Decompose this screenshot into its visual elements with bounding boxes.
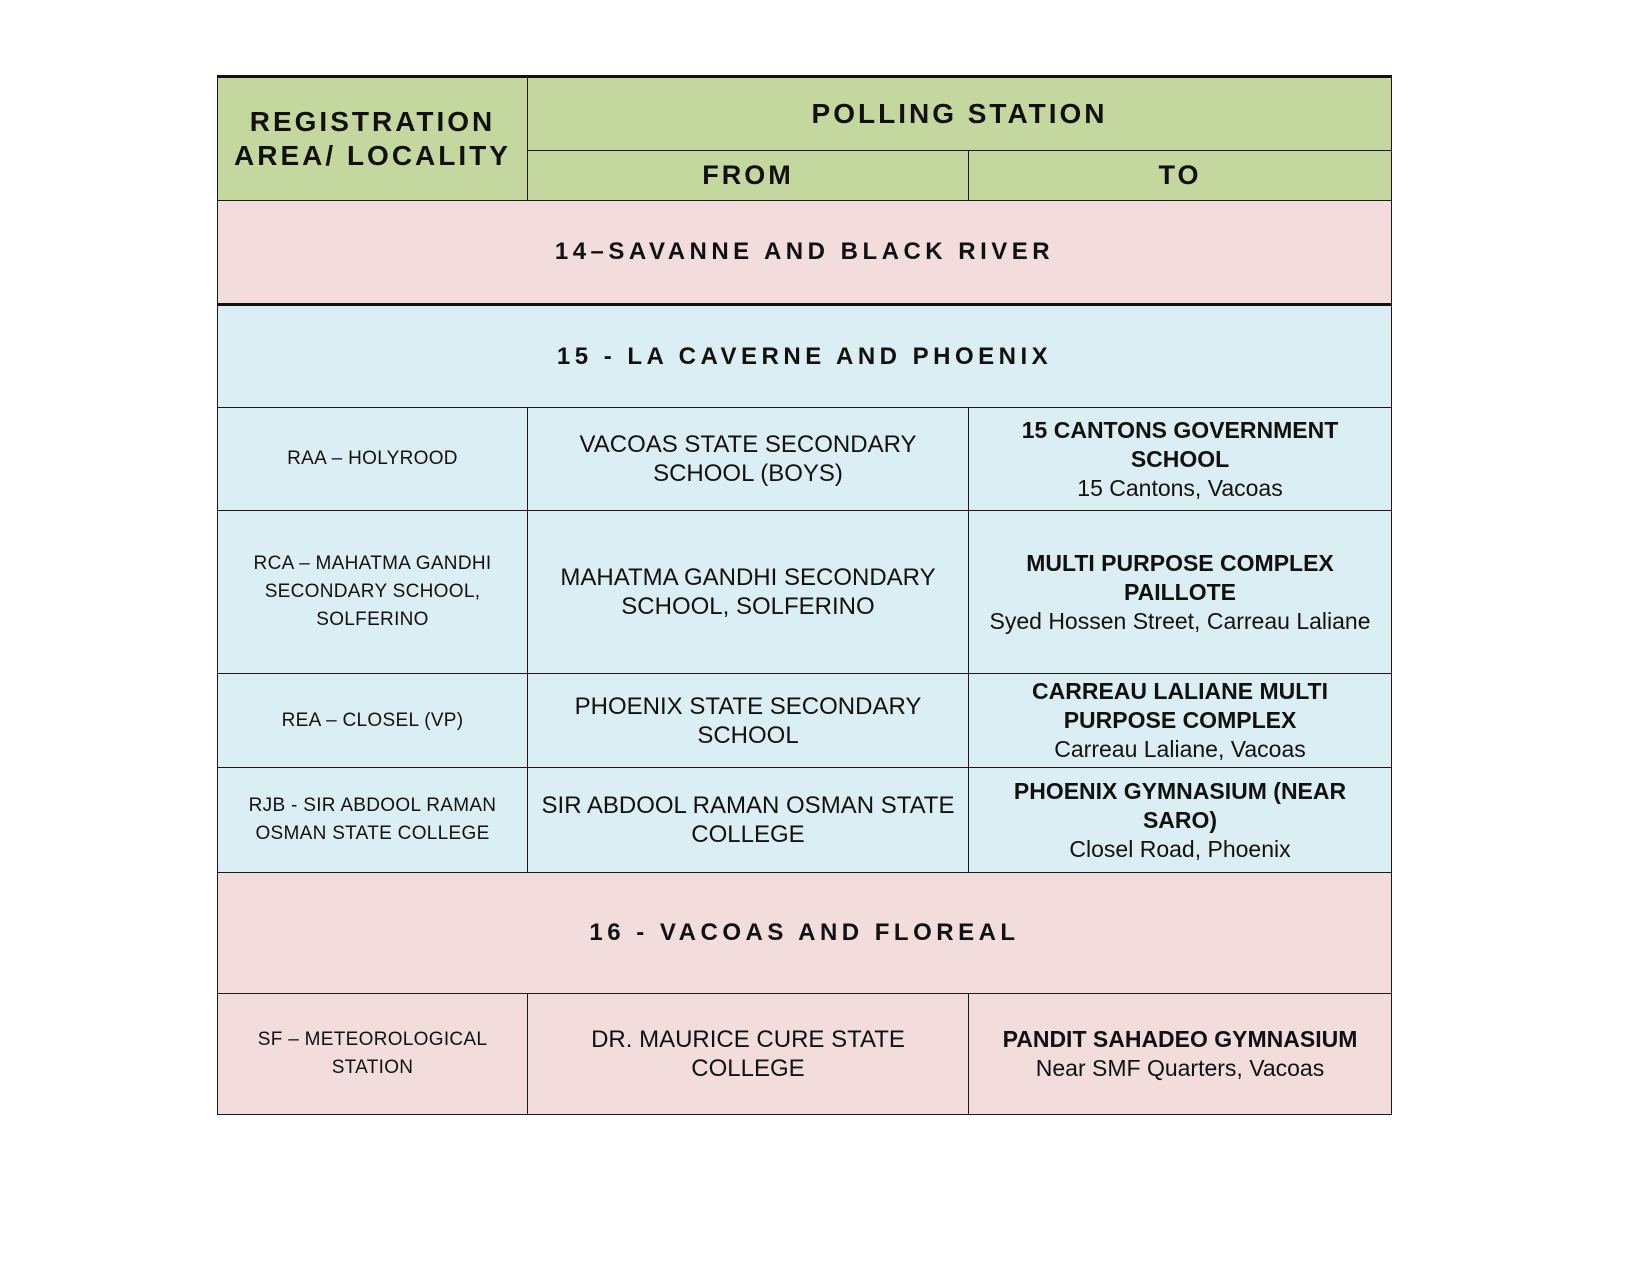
from-station-cell: VACOAS STATE SECONDARY SCHOOL (BOYS) bbox=[528, 408, 969, 511]
to-station-name: PHOENIX GYMNASIUM (NEAR SARO) bbox=[1013, 777, 1347, 833]
header-area-label: REGISTRATION AREA/ LOCALITY bbox=[234, 106, 511, 171]
to-station-address: Near SMF Quarters, Vacoas bbox=[1035, 1055, 1325, 1081]
from-station-cell: PHOENIX STATE SECONDARY SCHOOL bbox=[528, 674, 969, 768]
from-station-cell: SIR ABDOOL RAMAN OSMAN STATE COLLEGE bbox=[528, 768, 969, 873]
to-station-address: Syed Hossen Street, Carreau Laliane bbox=[989, 607, 1371, 634]
registration-area-cell: RAA – HOLYROOD bbox=[218, 408, 528, 511]
table-row bbox=[218, 674, 1392, 768]
to-station-address: Closel Road, Phoenix bbox=[1069, 835, 1291, 862]
table-row bbox=[218, 768, 1392, 873]
header-registration-area bbox=[218, 77, 528, 201]
section-title: 15 - LA CAVERNE AND PHOENIX bbox=[218, 305, 1392, 408]
to-station-address: Carreau Laliane, Vacoas bbox=[1054, 736, 1306, 762]
table-row bbox=[218, 994, 1392, 1115]
registration-area-cell: SF – METEOROLOGICAL STATION bbox=[218, 994, 528, 1115]
to-station-name: PANDIT SAHADEO GYMNASIUM bbox=[1002, 1026, 1358, 1052]
table-row bbox=[218, 511, 1392, 674]
header-row bbox=[218, 77, 1392, 151]
from-station-cell: MAHATMA GANDHI SECONDARY SCHOOL, SOLFERINO bbox=[528, 511, 969, 674]
to-station-name: CARREAU LALIANE MULTI PURPOSE COMPLEX bbox=[1032, 678, 1328, 733]
to-station-cell bbox=[969, 994, 1392, 1115]
registration-area-cell: REA – CLOSEL (VP) bbox=[218, 674, 528, 768]
registration-area-cell: RCA – MAHATMA GANDHI SECONDARY SCHOOL, SOLFERINO bbox=[218, 511, 528, 674]
table-row bbox=[218, 408, 1392, 511]
registration-area-cell: RJB - SIR ABDOOL RAMAN OSMAN STATE COLLEGE bbox=[218, 768, 528, 873]
section-title: 16 - VACOAS AND FLOREAL bbox=[218, 873, 1392, 994]
header-to-label: TO bbox=[1158, 160, 1202, 190]
header-to bbox=[969, 151, 1392, 201]
to-station-cell bbox=[969, 511, 1392, 674]
to-station-cell bbox=[969, 674, 1392, 768]
polling-station-table bbox=[217, 75, 1392, 1115]
header-from bbox=[528, 151, 969, 201]
header-polling-station bbox=[528, 77, 1392, 151]
to-station-cell bbox=[969, 768, 1392, 873]
to-station-name: MULTI PURPOSE COMPLEX PAILLOTE bbox=[1026, 549, 1334, 605]
section-title: 14–SAVANNE AND BLACK RIVER bbox=[218, 201, 1392, 305]
section-band bbox=[218, 201, 1392, 305]
section-band bbox=[218, 873, 1392, 994]
to-station-address: 15 Cantons, Vacoas bbox=[1077, 474, 1283, 501]
to-station-cell bbox=[969, 408, 1392, 511]
section-band bbox=[218, 305, 1392, 408]
from-station-cell: DR. MAURICE CURE STATE COLLEGE bbox=[528, 994, 969, 1115]
header-from-label: FROM bbox=[702, 160, 794, 190]
header-polling-station-label: POLLING STATION bbox=[811, 98, 1108, 129]
to-station-name: 15 CANTONS GOVERNMENT SCHOOL bbox=[1021, 416, 1339, 472]
